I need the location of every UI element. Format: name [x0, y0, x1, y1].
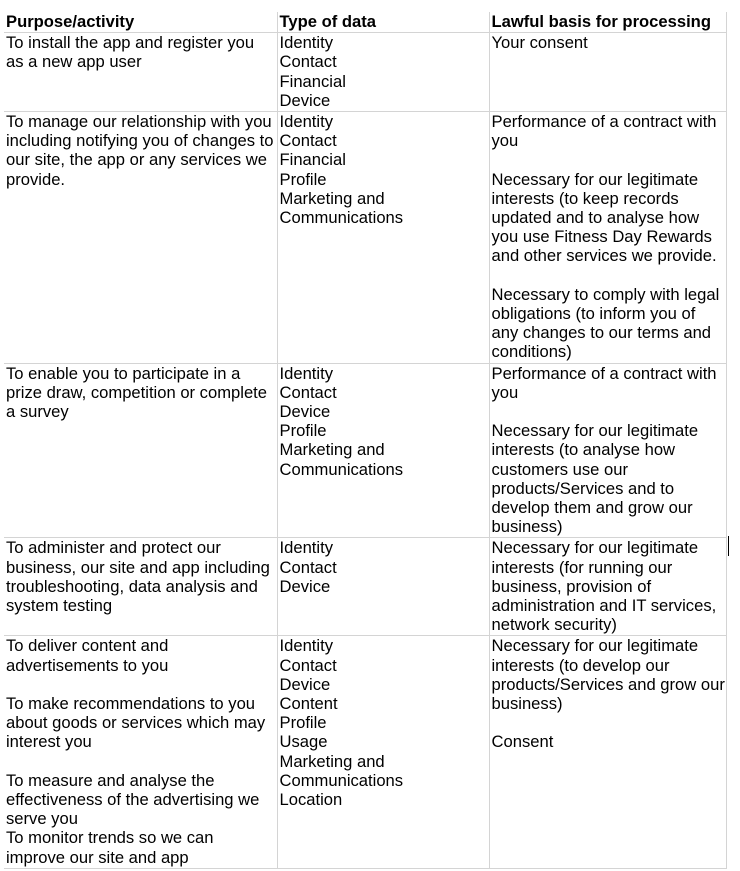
data-type-text-line: Profile — [279, 169, 327, 189]
table-row — [4, 363, 726, 538]
lawful-basis-cell — [489, 112, 726, 364]
header-purpose: Purpose/activity — [4, 12, 277, 33]
data-type-text-line: Contact — [279, 557, 337, 577]
lawful-basis-text-line: and other services we provide. — [491, 246, 717, 266]
lawful-basis-cell — [489, 636, 726, 868]
lawful-basis-text-line: Necessary to comply with legal — [491, 284, 720, 304]
lawful-basis-text-line: any changes to our terms and — [491, 323, 712, 343]
header-row — [4, 12, 726, 33]
purpose-cell — [4, 363, 277, 538]
data-type-text-line: Identity — [279, 538, 334, 558]
paragraph-gap — [492, 266, 726, 285]
lawful-basis-text-line: Necessary for our legitimate — [491, 636, 699, 656]
data-type-text-line: Identity — [279, 636, 334, 656]
data-type-text-line: Profile — [279, 713, 327, 733]
purpose-text-line: interest you — [6, 732, 92, 752]
data-type-text-line: Marketing and — [279, 751, 385, 771]
purpose-text-line: To manage our relationship with you — [6, 112, 272, 132]
purpose-text-line: troubleshooting, data analysis and — [6, 576, 258, 596]
data-type-text-line: Content — [279, 694, 338, 714]
purpose-text-line: as a new app user — [6, 52, 142, 72]
paragraph-gap — [6, 675, 277, 694]
data-type-cell — [277, 112, 489, 364]
data-type-text-line: Communications — [279, 459, 404, 479]
lawful-basis-text-line: Necessary for our legitimate — [491, 538, 699, 558]
data-type-text-line: Marketing and — [279, 188, 385, 208]
lawful-basis-text-line: develop them and grow our — [491, 498, 693, 518]
data-type-text-line: Identity — [279, 33, 334, 53]
data-type-text-line: Communications — [279, 770, 404, 790]
text-cursor — [728, 536, 729, 556]
lawful-basis-cell — [489, 363, 726, 538]
lawful-basis-text-line: business) — [491, 694, 563, 714]
purpose-cell — [4, 636, 277, 868]
data-type-text-line: Contact — [279, 655, 337, 675]
purpose-text-line: effectiveness of the advertising we — [6, 790, 260, 810]
paragraph-gap — [492, 150, 726, 169]
data-type-text-line: Financial — [279, 71, 346, 91]
data-type-text-line: Contact — [279, 382, 337, 402]
lawful-basis-text-line: Performance of a contract with — [491, 363, 717, 383]
data-type-cell — [277, 33, 489, 112]
purpose-cell — [4, 538, 277, 636]
header-type-of-data: Type of data — [277, 12, 489, 33]
data-type-text-line: Contact — [279, 52, 337, 72]
table-row — [4, 538, 726, 636]
purpose-text-line: To measure and analyse the — [6, 770, 215, 790]
purpose-text-line: prize draw, competition or complete — [6, 382, 268, 402]
paragraph-gap — [492, 713, 726, 732]
data-type-cell — [277, 636, 489, 868]
paragraph-gap — [6, 752, 277, 771]
data-type-text-line: Profile — [279, 421, 327, 441]
purpose-text-line: system testing — [6, 596, 113, 616]
data-type-text-line: Device — [279, 674, 331, 694]
data-type-text-line: Financial — [279, 150, 346, 170]
lawful-basis-text-line: interests (to keep records — [491, 188, 679, 208]
purpose-text-line: including notifying you of changes to — [6, 131, 274, 151]
data-type-text-line: Device — [279, 402, 331, 422]
lawful-basis-text-line: Performance of a contract with — [491, 112, 717, 132]
purpose-text-line: improve our site and app — [6, 847, 189, 867]
lawful-basis-cell — [489, 538, 726, 636]
lawful-basis-text-line: administration and IT services, — [491, 596, 717, 616]
data-type-text-line: Identity — [279, 112, 334, 132]
purpose-cell — [4, 112, 277, 364]
lawful-basis-text-line: interests (to develop our — [491, 655, 670, 675]
purpose-text-line: To deliver content and — [6, 636, 169, 656]
table-row — [4, 112, 726, 364]
lawful-basis-text-line: interests (for running our — [491, 557, 673, 577]
lawful-basis-table — [4, 12, 727, 869]
lawful-basis-text-line: products/Services and grow our — [491, 674, 725, 694]
purpose-text-line: business, our site and app including — [6, 557, 270, 577]
data-type-text-line: Marketing and — [279, 440, 385, 460]
lawful-basis-text-line: updated and to analyse how — [491, 208, 700, 228]
data-type-text-line: Location — [279, 790, 343, 810]
lawful-basis-cell — [489, 33, 726, 112]
table-row — [4, 33, 726, 112]
lawful-basis-text-line: Your consent — [491, 33, 588, 53]
purpose-text-line: our site, the app or any services we — [6, 150, 268, 170]
purpose-text-line: about goods or services which may — [6, 713, 266, 733]
purpose-text-line: advertisements to you — [6, 655, 169, 675]
table-body — [4, 33, 726, 869]
purpose-cell — [4, 33, 277, 112]
table-row — [4, 636, 726, 868]
lawful-basis-text-line: business) — [491, 517, 563, 537]
purpose-text-line: a survey — [6, 402, 69, 422]
purpose-text-line: serve you — [6, 809, 78, 829]
header-lawful-basis: Lawful basis for processing — [489, 12, 726, 33]
data-type-text-line: Contact — [279, 131, 337, 151]
data-type-text-line: Device — [279, 90, 331, 110]
lawful-basis-text-line: conditions) — [491, 342, 572, 362]
purpose-text-line: provide. — [6, 169, 66, 189]
purpose-text-line: To make recommendations to you — [6, 694, 256, 714]
purpose-text-line: To install the app and register you — [6, 33, 255, 53]
data-type-cell — [277, 363, 489, 538]
purpose-text-line: To monitor trends so we can — [6, 828, 214, 848]
data-type-text-line: Usage — [279, 732, 328, 752]
lawful-basis-text-line: obligations (to inform you of — [491, 304, 696, 324]
lawful-basis-text-line: network security) — [491, 615, 617, 635]
data-type-cell — [277, 538, 489, 636]
lawful-basis-text-line: business, provision of — [491, 576, 652, 596]
purpose-text-line: To administer and protect our — [6, 538, 221, 558]
paragraph-gap — [492, 402, 726, 421]
lawful-basis-text-line: you use Fitness Day Rewards — [491, 227, 712, 247]
lawful-basis-text-line: interests (to analyse how — [491, 440, 676, 460]
data-type-text-line: Communications — [279, 208, 404, 228]
lawful-basis-text-line: Necessary for our legitimate — [491, 169, 699, 189]
lawful-basis-text-line: Consent — [491, 732, 554, 752]
lawful-basis-text-line: Necessary for our legitimate — [491, 421, 699, 441]
lawful-basis-text-line: customers use our — [491, 459, 628, 479]
lawful-basis-text-line: you — [491, 131, 519, 151]
purpose-text-line: To enable you to participate in a — [6, 363, 241, 383]
data-type-text-line: Identity — [279, 363, 334, 383]
data-type-text-line: Device — [279, 576, 331, 596]
lawful-basis-text-line: products/Services and to — [491, 478, 675, 498]
lawful-basis-text-line: you — [491, 382, 519, 402]
